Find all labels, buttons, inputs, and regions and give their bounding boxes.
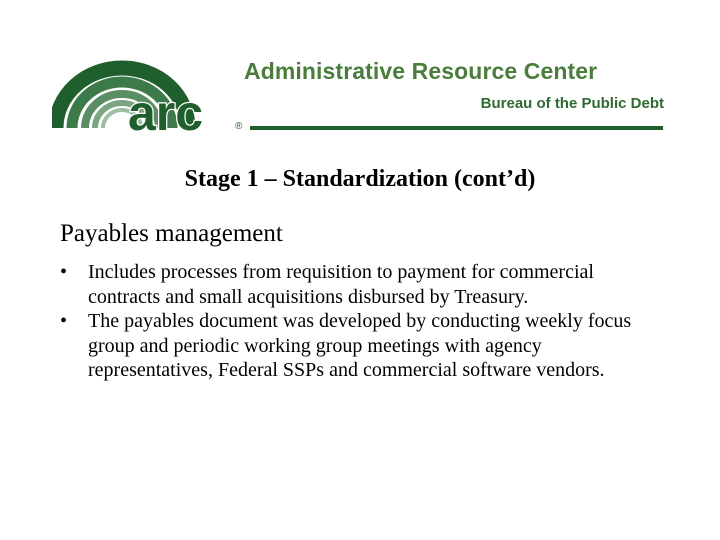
bureau-name: Bureau of the Public Debt xyxy=(480,95,664,112)
registered-mark: ® xyxy=(235,121,243,132)
list-item xyxy=(60,309,660,383)
bullet-marker: • xyxy=(60,261,68,283)
section-subheading: Payables management xyxy=(60,220,283,247)
bullet-marker: • xyxy=(60,310,68,332)
list-item xyxy=(60,260,660,309)
slide-title: Stage 1 – Standardization (cont’d) xyxy=(184,166,536,192)
arc-arches-logo xyxy=(52,50,252,132)
logo-divider-rule xyxy=(250,126,663,130)
bullet-text: The payables document was developed by conducting weekly focus group and periodic working group meetings with agency representatives, Federal SSPs and commercial software vendors. xyxy=(88,310,632,381)
bullet-list xyxy=(60,260,660,383)
bullet-text: Includes processes from requisition to payment for commercial contracts and small acquisitions disbursed by Treasury. xyxy=(88,261,594,308)
org-name: Administrative Resource Center xyxy=(244,58,598,84)
logo-arc-wordmark: arc xyxy=(128,85,204,132)
